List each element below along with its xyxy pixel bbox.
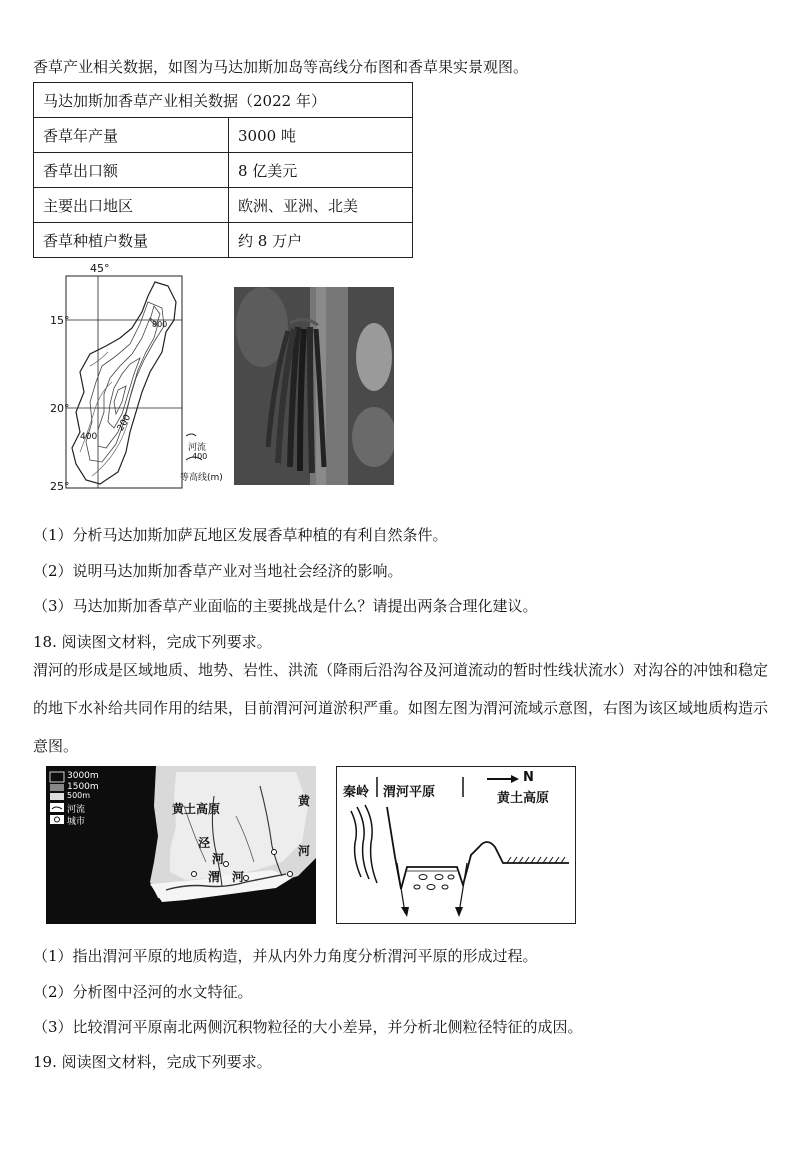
contour-200-label: 200: [115, 413, 134, 433]
q18-item-1: （1）指出渭河平原的地质构造，并从内外力角度分析渭河平原的形成过程。: [33, 947, 538, 965]
weihe-plain-label: 渭河平原: [383, 785, 436, 800]
contour-800-label: 800: [152, 320, 168, 329]
legend-1500: 1500m: [67, 782, 99, 792]
vanilla-data-table: [33, 82, 413, 258]
intro-text: 香草产业相关数据，如图为马达加斯加岛等高线分布图和香草果实景观图。: [33, 58, 529, 76]
contour-400-label: 400: [80, 432, 98, 442]
table-cell-label: 主要出口地区: [34, 188, 229, 223]
latitude-25-label: 25°: [50, 480, 70, 493]
q17-item-3: （3）马达加斯加香草产业面临的主要挑战是什么？请提出两条合理化建议。: [33, 597, 538, 615]
madagascar-contour-map: [50, 262, 230, 494]
table-title-row: [34, 83, 413, 118]
legend-contour-value: 400: [192, 452, 208, 461]
vanilla-pods-photo: [234, 287, 394, 485]
jing-he-label: 河: [212, 852, 225, 866]
latitude-20-label: 20°: [50, 402, 70, 415]
table-cell-label: 香草种植户数量: [34, 223, 229, 258]
q18-item-3: （3）比较渭河平原南北两侧沉积物粒径的大小差异，并分析北侧粒径特征的成因。: [33, 1018, 583, 1036]
table-cell-label: 香草年产量: [34, 118, 229, 153]
longitude-label: 45°: [90, 262, 110, 275]
huang-label: 黄: [298, 794, 311, 808]
q18-item-2: （2）分析图中泾河的水文特征。: [33, 983, 253, 1001]
table-cell-value: 欧洲、亚洲、北美: [229, 188, 413, 223]
geological-structure-diagram: [336, 766, 576, 924]
loess-plateau-geo-label: 黄土高原: [497, 791, 550, 806]
legend-contour-label: 等高线(m): [180, 473, 223, 483]
legend-river: 河流: [67, 805, 86, 815]
legend-river-label: 河流: [188, 443, 207, 453]
table-row: [34, 153, 413, 188]
table-cell-value: 3000 吨: [229, 118, 413, 153]
jing-label: 泾: [198, 836, 211, 850]
table-cell-value: 约 8 万户: [229, 223, 413, 258]
vanilla-photo-svg: [234, 287, 394, 485]
q17-item-2: （2）说明马达加斯加香草产业对当地社会经济的影响。: [33, 562, 403, 580]
table-cell-value: 8 亿美元: [229, 153, 413, 188]
wei-he-label: 河: [232, 870, 245, 884]
table-cell-label: 香草出口额: [34, 153, 229, 188]
q17-item-1: （1）分析马达加斯加萨瓦地区发展香草种植的有利自然条件。: [33, 526, 448, 544]
wei-river-basin-map: [46, 766, 316, 924]
he-label: 河: [298, 844, 311, 858]
loess-plateau-label: 黄土高原: [172, 802, 221, 816]
wei-label: 渭: [208, 870, 221, 884]
legend-3000: 3000m: [67, 771, 99, 781]
legend-500: 500m: [67, 791, 91, 800]
q19-title: 19. 阅读图文材料，完成下列要求。: [33, 1053, 272, 1071]
latitude-15-label: 15°: [50, 314, 70, 327]
north-label: N: [523, 770, 534, 785]
q18-paragraph: 渭河的形成是区域地质、地势、岩性、洪流（降雨后沿沟谷及河道流动的暂时性线状流水）对沟谷的冲蚀和稳定的地下水补给共同作用的结果，目前渭河河道淤积严重。如图左图为渭河流域示意图，右图为该区域地质构造示意图。: [33, 661, 769, 755]
table-row: [34, 223, 413, 258]
qinling-label: 秦岭: [343, 785, 370, 800]
q18-title: 18. 阅读图文材料，完成下列要求。: [33, 633, 272, 651]
legend-city: 城市: [67, 817, 86, 827]
table-row: [34, 118, 413, 153]
table-title: 马达加斯加香草产业相关数据（2022 年）: [34, 83, 413, 118]
table-row: [34, 188, 413, 223]
